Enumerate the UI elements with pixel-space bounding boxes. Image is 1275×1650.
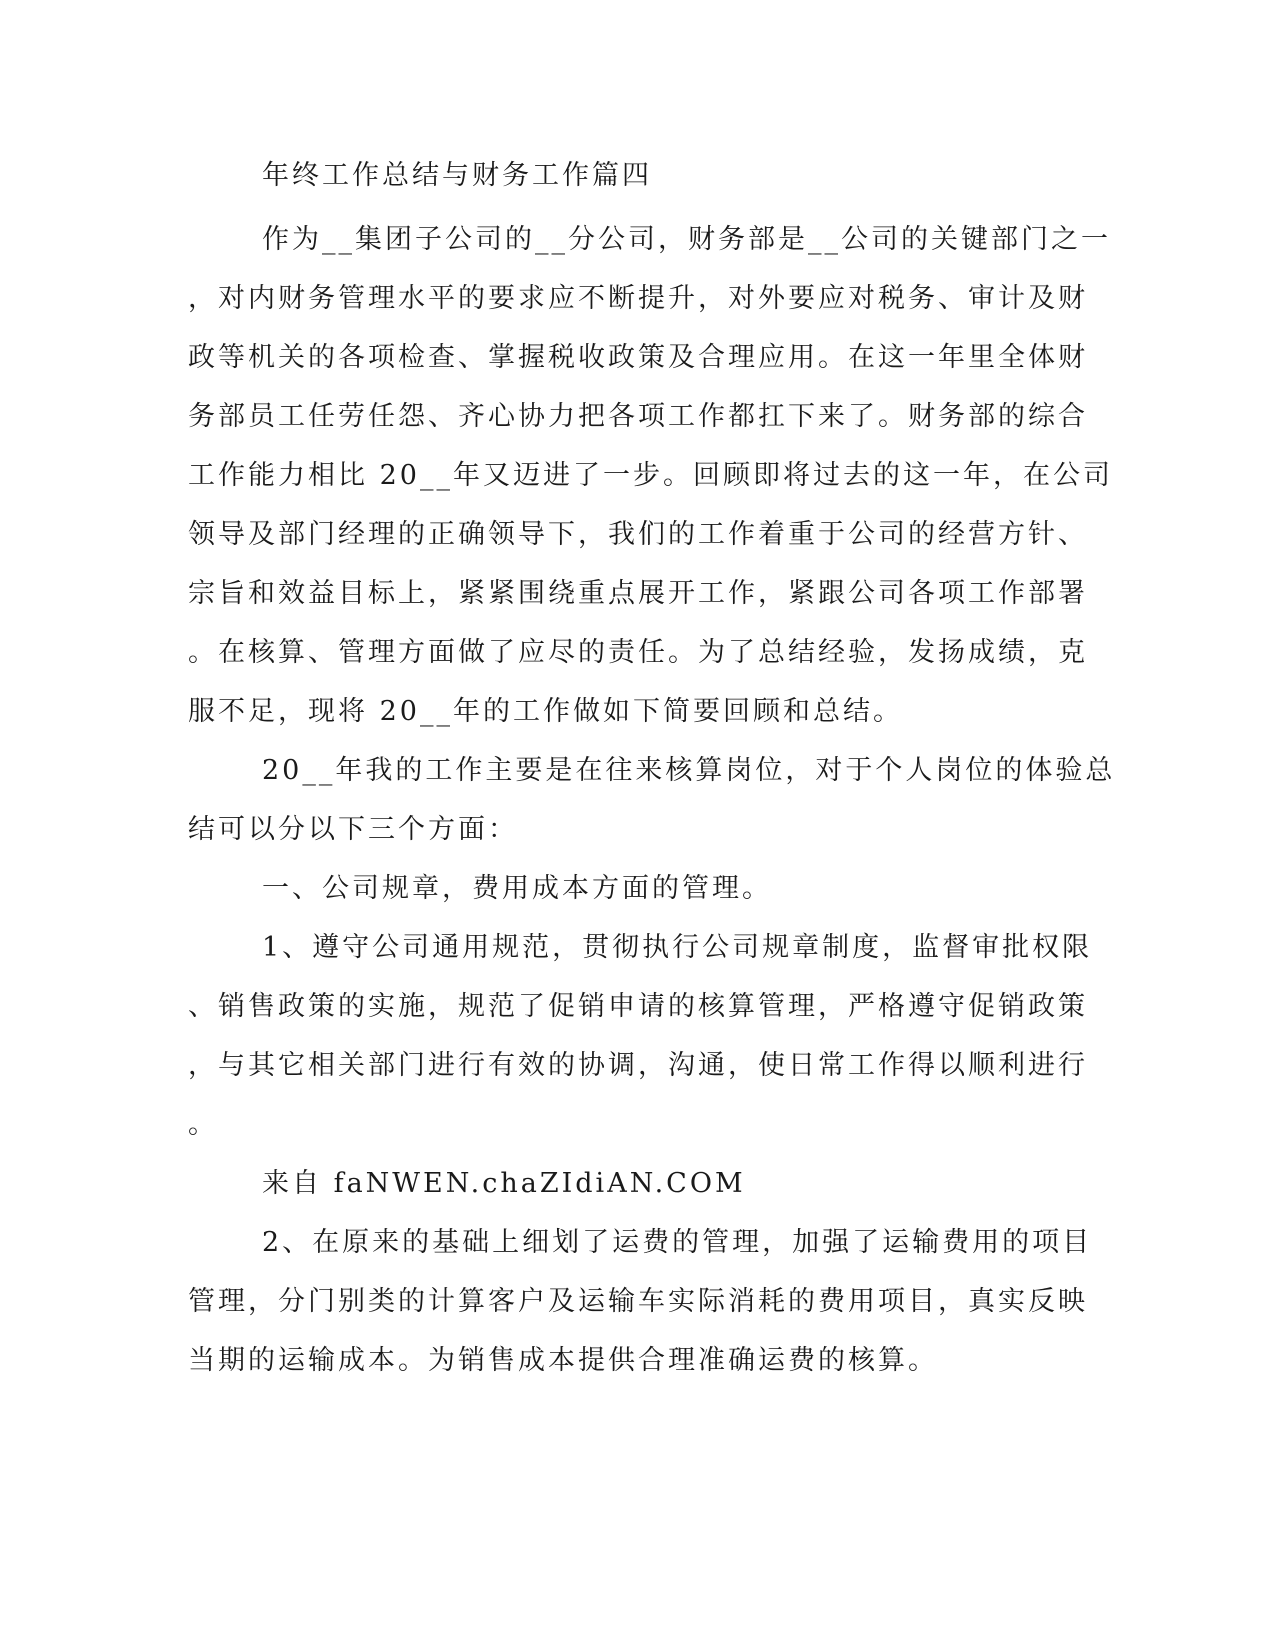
paragraph-1-line-8: 。在核算、管理方面做了应尽的责任。为了总结经验，发扬成绩，克 bbox=[188, 637, 1088, 668]
paragraph-1-line-7: 宗旨和效益目标上，紧紧围绕重点展开工作，紧跟公司各项工作部署 bbox=[188, 578, 1088, 609]
item-2-line-3: 当期的运输成本。为销售成本提供合理准确运费的核算。 bbox=[188, 1345, 938, 1376]
document-title: 年终工作总结与财务工作篇四 bbox=[262, 160, 652, 191]
paragraph-1-line-9: 服不足，现将 20__年的工作做如下简要回顾和总结。 bbox=[188, 696, 903, 727]
item-1-line-4: 。 bbox=[188, 1109, 218, 1140]
section-heading-1: 一、公司规章，费用成本方面的管理。 bbox=[262, 873, 772, 904]
paragraph-2-line-2: 结可以分以下三个方面： bbox=[188, 814, 518, 845]
paragraph-1-line-2: ，对内财务管理水平的要求应不断提升，对外要应对税务、审计及财 bbox=[188, 283, 1088, 314]
item-2-line-1: 2、在原来的基础上细划了运费的管理，加强了运输费用的项目 bbox=[262, 1227, 1093, 1258]
item-1-line-1: 1、遵守公司通用规范，贯彻执行公司规章制度，监督审批权限 bbox=[262, 932, 1093, 963]
paragraph-1-line-3: 政等机关的各项检查、掌握税收政策及合理应用。在这一年里全体财 bbox=[188, 342, 1088, 373]
item-1-line-3: ，与其它相关部门进行有效的协调，沟通，使日常工作得以顺利进行 bbox=[188, 1050, 1088, 1081]
paragraph-1-line-1: 作为__集团子公司的__分公司，财务部是__公司的关键部门之一 bbox=[262, 224, 1111, 255]
item-1-line-2: 、销售政策的实施，规范了促销申请的核算管理，严格遵守促销政策 bbox=[188, 991, 1088, 1022]
item-2-line-2: 管理，分门别类的计算客户及运输车实际消耗的费用项目，真实反映 bbox=[188, 1286, 1088, 1317]
paragraph-1-line-4: 务部员工任劳任怨、齐心协力把各项工作都扛下来了。财务部的综合 bbox=[188, 401, 1088, 432]
paragraph-2-line-1: 20__年我的工作主要是在往来核算岗位，对于个人岗位的体验总 bbox=[262, 755, 1116, 786]
paragraph-1-line-6: 领导及部门经理的正确领导下，我们的工作着重于公司的经营方针、 bbox=[188, 519, 1088, 550]
source-note: 来自 faNWEN.chaZIdiAN.COM bbox=[262, 1168, 746, 1199]
paragraph-1-line-5: 工作能力相比 20__年又迈进了一步。回顾即将过去的这一年，在公司 bbox=[188, 460, 1113, 491]
